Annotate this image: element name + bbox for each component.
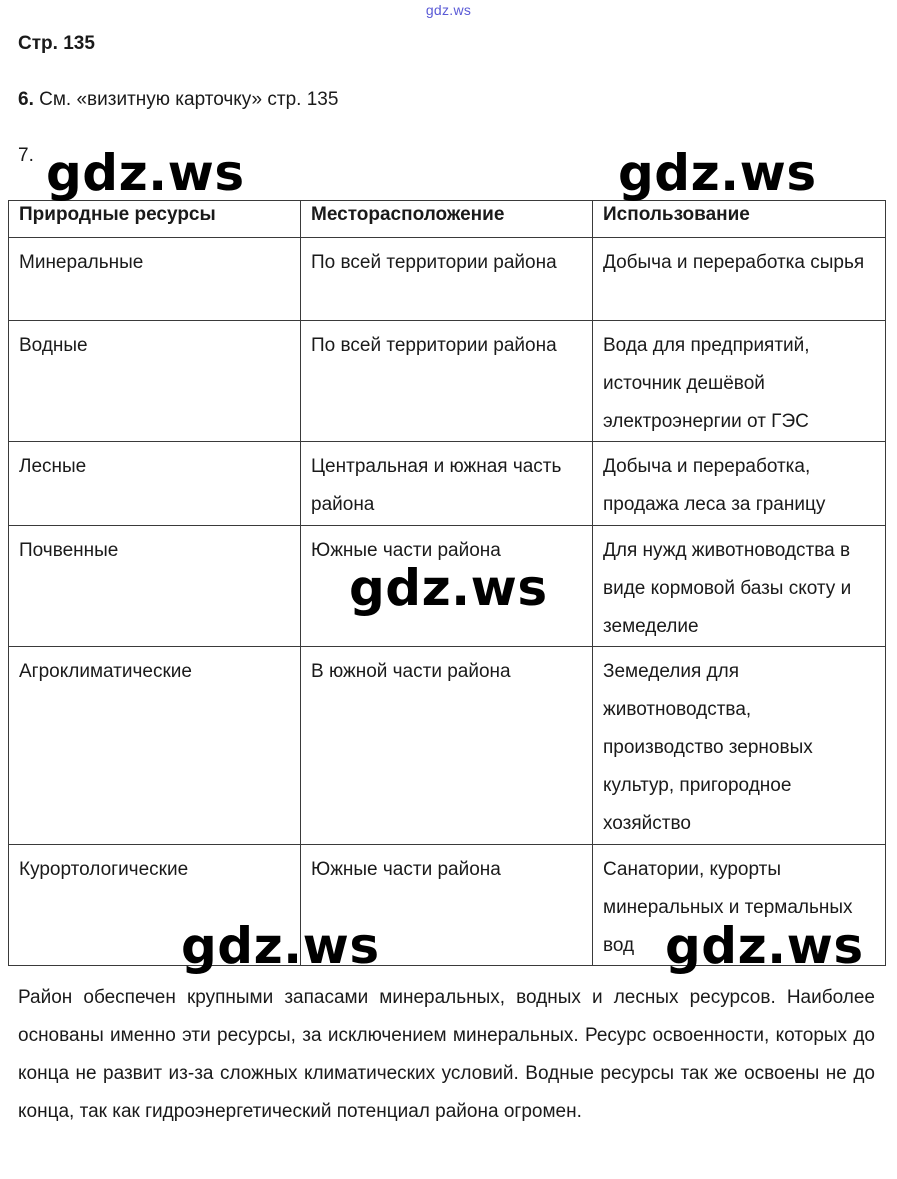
task-6-number: 6.	[18, 89, 34, 110]
cell-resource: Минеральные	[9, 238, 301, 321]
cell-resource: Курортологические	[9, 845, 301, 966]
task-6-text: См. «визитную карточку» стр. 135	[33, 89, 339, 110]
cell-usage: Вода для предприятий, источник дешёвой электроэнергии от ГЭС	[593, 321, 886, 442]
table-row	[9, 647, 886, 845]
table-row	[9, 442, 886, 526]
cell-usage: Земеделия для животноводства, производство зерновых культур, пригородное хозяйство	[593, 647, 886, 845]
task-6	[18, 89, 338, 111]
conclusion-paragraph: Район обеспечен крупными запасами минеральных, водных и лесных ресурсов. Наиболее основаны именно эти ресурсы, за исключением минеральных. Ресурс освоенности, которых до конца не развит из-за сложных климатических условий. Водные ресурсы так же освоены не до конца, так как гидроэнергетический потенциал района огромен.	[18, 987, 875, 1122]
watermark-top: gdz.ws	[425, 2, 472, 18]
task-7-number: 7.	[18, 145, 34, 166]
cell-location: В южной части района	[301, 647, 593, 845]
table-row	[9, 321, 886, 442]
cell-location: По всей территории района	[301, 321, 593, 442]
watermark: gdz.ws	[618, 144, 817, 202]
cell-resource: Водные	[9, 321, 301, 442]
cell-usage: Для нужд животноводства в виде кормовой базы скоту и земеделие	[593, 526, 886, 647]
cell-location: По всей территории района	[301, 238, 593, 321]
cell-resource: Лесные	[9, 442, 301, 526]
page-reference: Стр. 135	[18, 33, 95, 54]
cell-usage: Добыча и переработка, продажа леса за границу	[593, 442, 886, 526]
table-row	[9, 238, 886, 321]
watermark: gdz.ws	[46, 144, 245, 202]
header-usage: Использование	[593, 201, 886, 238]
cell-resource: Почвенные	[9, 526, 301, 647]
watermark: gdz.ws	[665, 917, 864, 975]
cell-location: Центральная и южная часть района	[301, 442, 593, 526]
table-header-row	[9, 201, 886, 238]
header-resources: Природные ресурсы	[9, 201, 301, 238]
watermark: gdz.ws	[181, 917, 380, 975]
cell-location: Южные части района	[301, 526, 593, 647]
header-location: Месторасположение	[301, 201, 593, 238]
watermark: gdz.ws	[349, 559, 548, 617]
cell-usage: Санатории, курорты минеральных и термальных вод	[593, 845, 886, 966]
cell-location: Южные части района	[301, 845, 593, 966]
cell-resource: Агроклиматические	[9, 647, 301, 845]
cell-usage: Добыча и переработка сырья	[593, 238, 886, 321]
